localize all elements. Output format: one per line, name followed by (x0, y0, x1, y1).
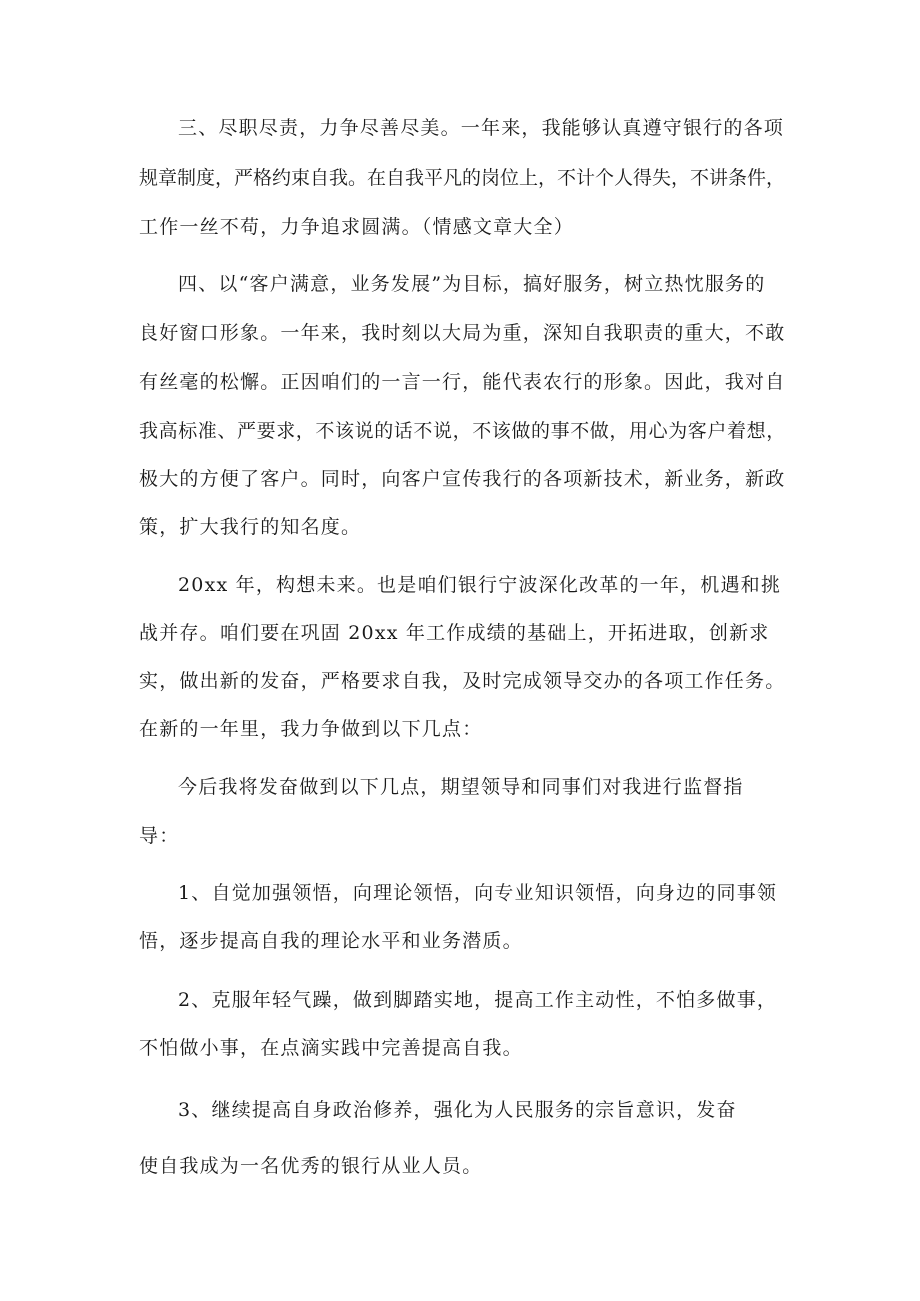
paragraph-line: 规章制度，严格约束自我。在自我平凡的岗位上，不计个人得失，不讲条件， (139, 167, 786, 189)
paragraph-line: 我高标准、严要求，不该说的话不说，不该做的事不做，用心为客户着想， (139, 420, 786, 442)
paragraph-line: 1、自觉加强领悟，向理论领悟，向专业知识领悟，向身边的同事领 (178, 882, 778, 904)
paragraph-line: 导： (139, 825, 180, 847)
paragraph-line: 良好窗口形象。一年来，我时刻以大局为重，深知自我职责的重大，不敢 (139, 322, 786, 344)
paragraph-line: 20xx 年，构想未来。也是咱们银行宁波深化改革的一年，机遇和挑 (178, 574, 782, 596)
paragraph-line: 使自我成为一名优秀的银行从业人员。 (139, 1155, 483, 1177)
paragraph-line: 实，做出新的发奋，严格要求自我，及时完成领导交办的各项工作任务。 (139, 670, 786, 692)
paragraph-line: 极大的方便了客户。同时，向客户宣传我行的各项新技术，新业务，新政 (139, 468, 786, 490)
paragraph-line: 三、尽职尽责，力争尽善尽美。一年来，我能够认真遵守银行的各项 (178, 117, 785, 139)
paragraph-line: 有丝毫的松懈。正因咱们的一言一行，能代表农行的形象。因此，我对自 (139, 371, 786, 393)
paragraph-line: 2、克服年轻气躁，做到脚踏实地，提高工作主动性，不怕多做事， (178, 989, 778, 1011)
paragraph-line: 3、继续提高自身政治修养，强化为人民服务的宗旨意识，发奋 (178, 1099, 737, 1121)
paragraph-line: 今后我将发奋做到以下几点，期望领导和同事们对我进行监督指 (178, 776, 744, 798)
paragraph-line: 工作一丝不苟，力争追求圆满。（情感文章大全） (139, 216, 574, 238)
paragraph-line: 策，扩大我行的知名度。 (139, 516, 362, 538)
paragraph-line: 在新的一年里，我力争做到以下几点： (139, 718, 483, 740)
paragraph-line: 四、以“客户满意，业务发展”为目标，搞好服务，树立热忱服务的 (178, 273, 766, 295)
paragraph-line: 不怕做小事，在点滴实践中完善提高自我。 (139, 1037, 523, 1059)
paragraph-line: 悟，逐步提高自我的理论水平和业务潜质。 (139, 930, 523, 952)
paragraph-line: 战并存。咱们要在巩固 20xx 年工作成绩的基础上，开拓进取，创新求 (139, 622, 770, 644)
